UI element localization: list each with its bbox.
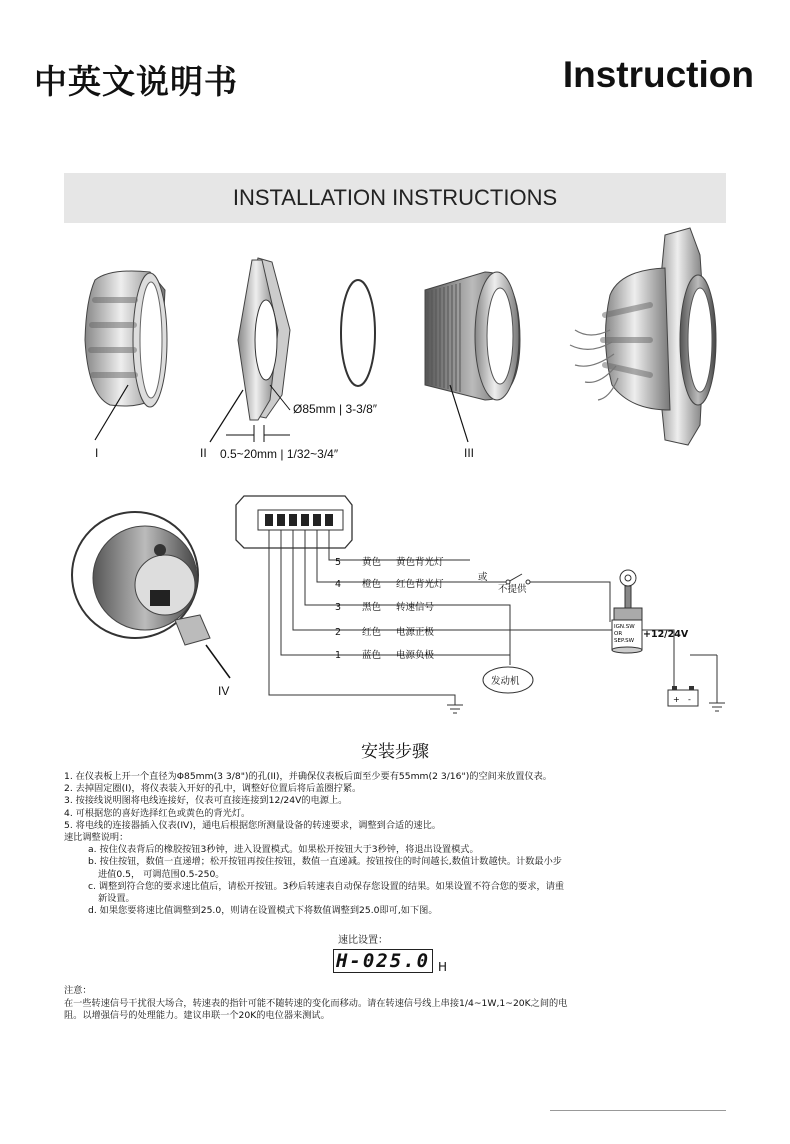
svg-text:-: - [688, 695, 691, 704]
wire-3-function: 转速信号 [396, 602, 435, 613]
thickness-dimension: 0.5~20mm | 1/32~3/4″ [220, 447, 339, 461]
wire-1-num: 1 [335, 650, 342, 661]
part-threaded-nut [425, 272, 520, 442]
step-line: 3. 按接线说明图将电线连接好，仪表可直接连接到12/24V的电源上。 [64, 795, 348, 807]
wire-2-color: 红色 [362, 627, 382, 638]
part-bezel-ring [85, 271, 167, 440]
step-line: 5. 将电线的连接器插入仪表(IV)，通电后根据您所测量设备的转速要求，调整到合适的速比。 [64, 819, 441, 831]
substep-line: b. 按住按钮，数值一直递增；松开按钮再按住按钮，数值一直递减。按钮按住的时间越长,数值计数越快。计数最小步 [88, 856, 562, 868]
ground-symbol-right [709, 703, 725, 711]
ignition-label-2: OR [614, 631, 623, 637]
substep-line: 新设置。 [98, 893, 135, 905]
part-o-ring [341, 280, 375, 386]
engine-label: 发动机 [491, 676, 520, 687]
switch-contact-a [506, 580, 510, 584]
battery-icon [668, 686, 698, 706]
assembled-gauge [570, 228, 716, 445]
lcd-unit: H [438, 960, 448, 974]
ignition-label-3: SEP.SW [614, 638, 635, 644]
part-label-ii: II [200, 446, 207, 460]
page-title-english: Instruction [562, 54, 754, 95]
wire-4-num: 4 [335, 579, 342, 590]
part-label-iii: III [464, 446, 475, 460]
step-line: 速比调整说明： [64, 832, 129, 844]
lcd-value: H-025.0 [335, 950, 431, 972]
note-line: 在一些转速信号干扰很大场合，转速表的指针可能不随转速的变化而移动。请在转速信号线上串接1/4~1W,1~20K之间的电 [64, 997, 568, 1009]
part-label-iv: IV [218, 684, 230, 698]
wire-4-color: 橙色 [362, 579, 382, 590]
note-section [64, 985, 734, 1023]
part-panel [210, 258, 290, 442]
footer-divider [550, 1110, 726, 1111]
wire-2-num: 2 [335, 627, 342, 638]
speed-ratio-label: 速比设置： [338, 935, 388, 946]
note-title: 注意： [64, 985, 92, 996]
steps-list [64, 771, 734, 917]
page-title-chinese: 中英文说明书 [34, 62, 238, 101]
step-line: 4. 可根据您的喜好选择红色或黄色的背光灯。 [64, 807, 251, 819]
svg-text:+: + [673, 695, 680, 704]
wire-2-function: 电源正极 [396, 627, 435, 638]
or-text: 或 [478, 572, 488, 583]
ignition-label-1: IGN.SW [614, 624, 635, 630]
step-line: 2. 去掉固定圈(I)，将仪表装入开好的孔中，调整好位置后将后盖圈拧紧。 [64, 783, 362, 795]
wire-1-color: 蓝色 [362, 650, 382, 661]
wire-5-function: 黄色背光灯 [396, 557, 444, 568]
key-icon [620, 570, 636, 608]
wire-5-color: 黄色 [362, 557, 382, 568]
wire-3-num: 3 [335, 602, 342, 613]
substep-line: c. 调整到符合您的要求速比值后，请松开按钮。3秒后转速表自动保存您设置的结果。如果设置不符合您的要求，请重 [88, 880, 565, 892]
wire-3-color: 黑色 [362, 602, 382, 613]
gauge-back-closeup [72, 512, 230, 678]
substep-line: d. 如果您要将速比值调整到25.0，则请在设置模式下将数值调整到25.0即可,如下图。 [88, 905, 438, 917]
banner-text: INSTALLATION INSTRUCTIONS [232, 185, 558, 210]
connector-block [236, 496, 352, 548]
wire-1-function: 电源负极 [396, 650, 435, 661]
wire-4-function: 红色背光灯 [396, 579, 444, 590]
ground-symbol-left [447, 705, 463, 713]
switch-contact-b [526, 580, 530, 584]
substep-line: 进值0.5， 可调范围0.5-250。 [98, 868, 225, 880]
voltage-label: +12/24V [643, 629, 689, 640]
note-line: 阻。以增强信号的处理能力。建议串联一个20K的电位器来测试。 [64, 1010, 330, 1021]
diameter-dimension: Ø85mm | 3-3/8″ [293, 402, 378, 416]
wire-5-num: 5 [335, 557, 342, 568]
lcd-display [333, 949, 433, 973]
steps-title: 安装步骤 [361, 742, 429, 762]
part-label-i: I [95, 446, 99, 460]
substep-line: a. 按住仪表背后的橡胶按钮3秒钟，进入设置模式。如果松开按钮大于3秒钟，将退出设置模式。 [88, 844, 479, 856]
not-provided-text: 不提供 [498, 584, 527, 595]
step-line: 1. 在仪表板上开一个直径为Φ85mm(3 3/8")的孔(II)，并确保仪表板后面至少要有55mm(2 3/16")的空间来放置仪表。 [64, 771, 552, 782]
